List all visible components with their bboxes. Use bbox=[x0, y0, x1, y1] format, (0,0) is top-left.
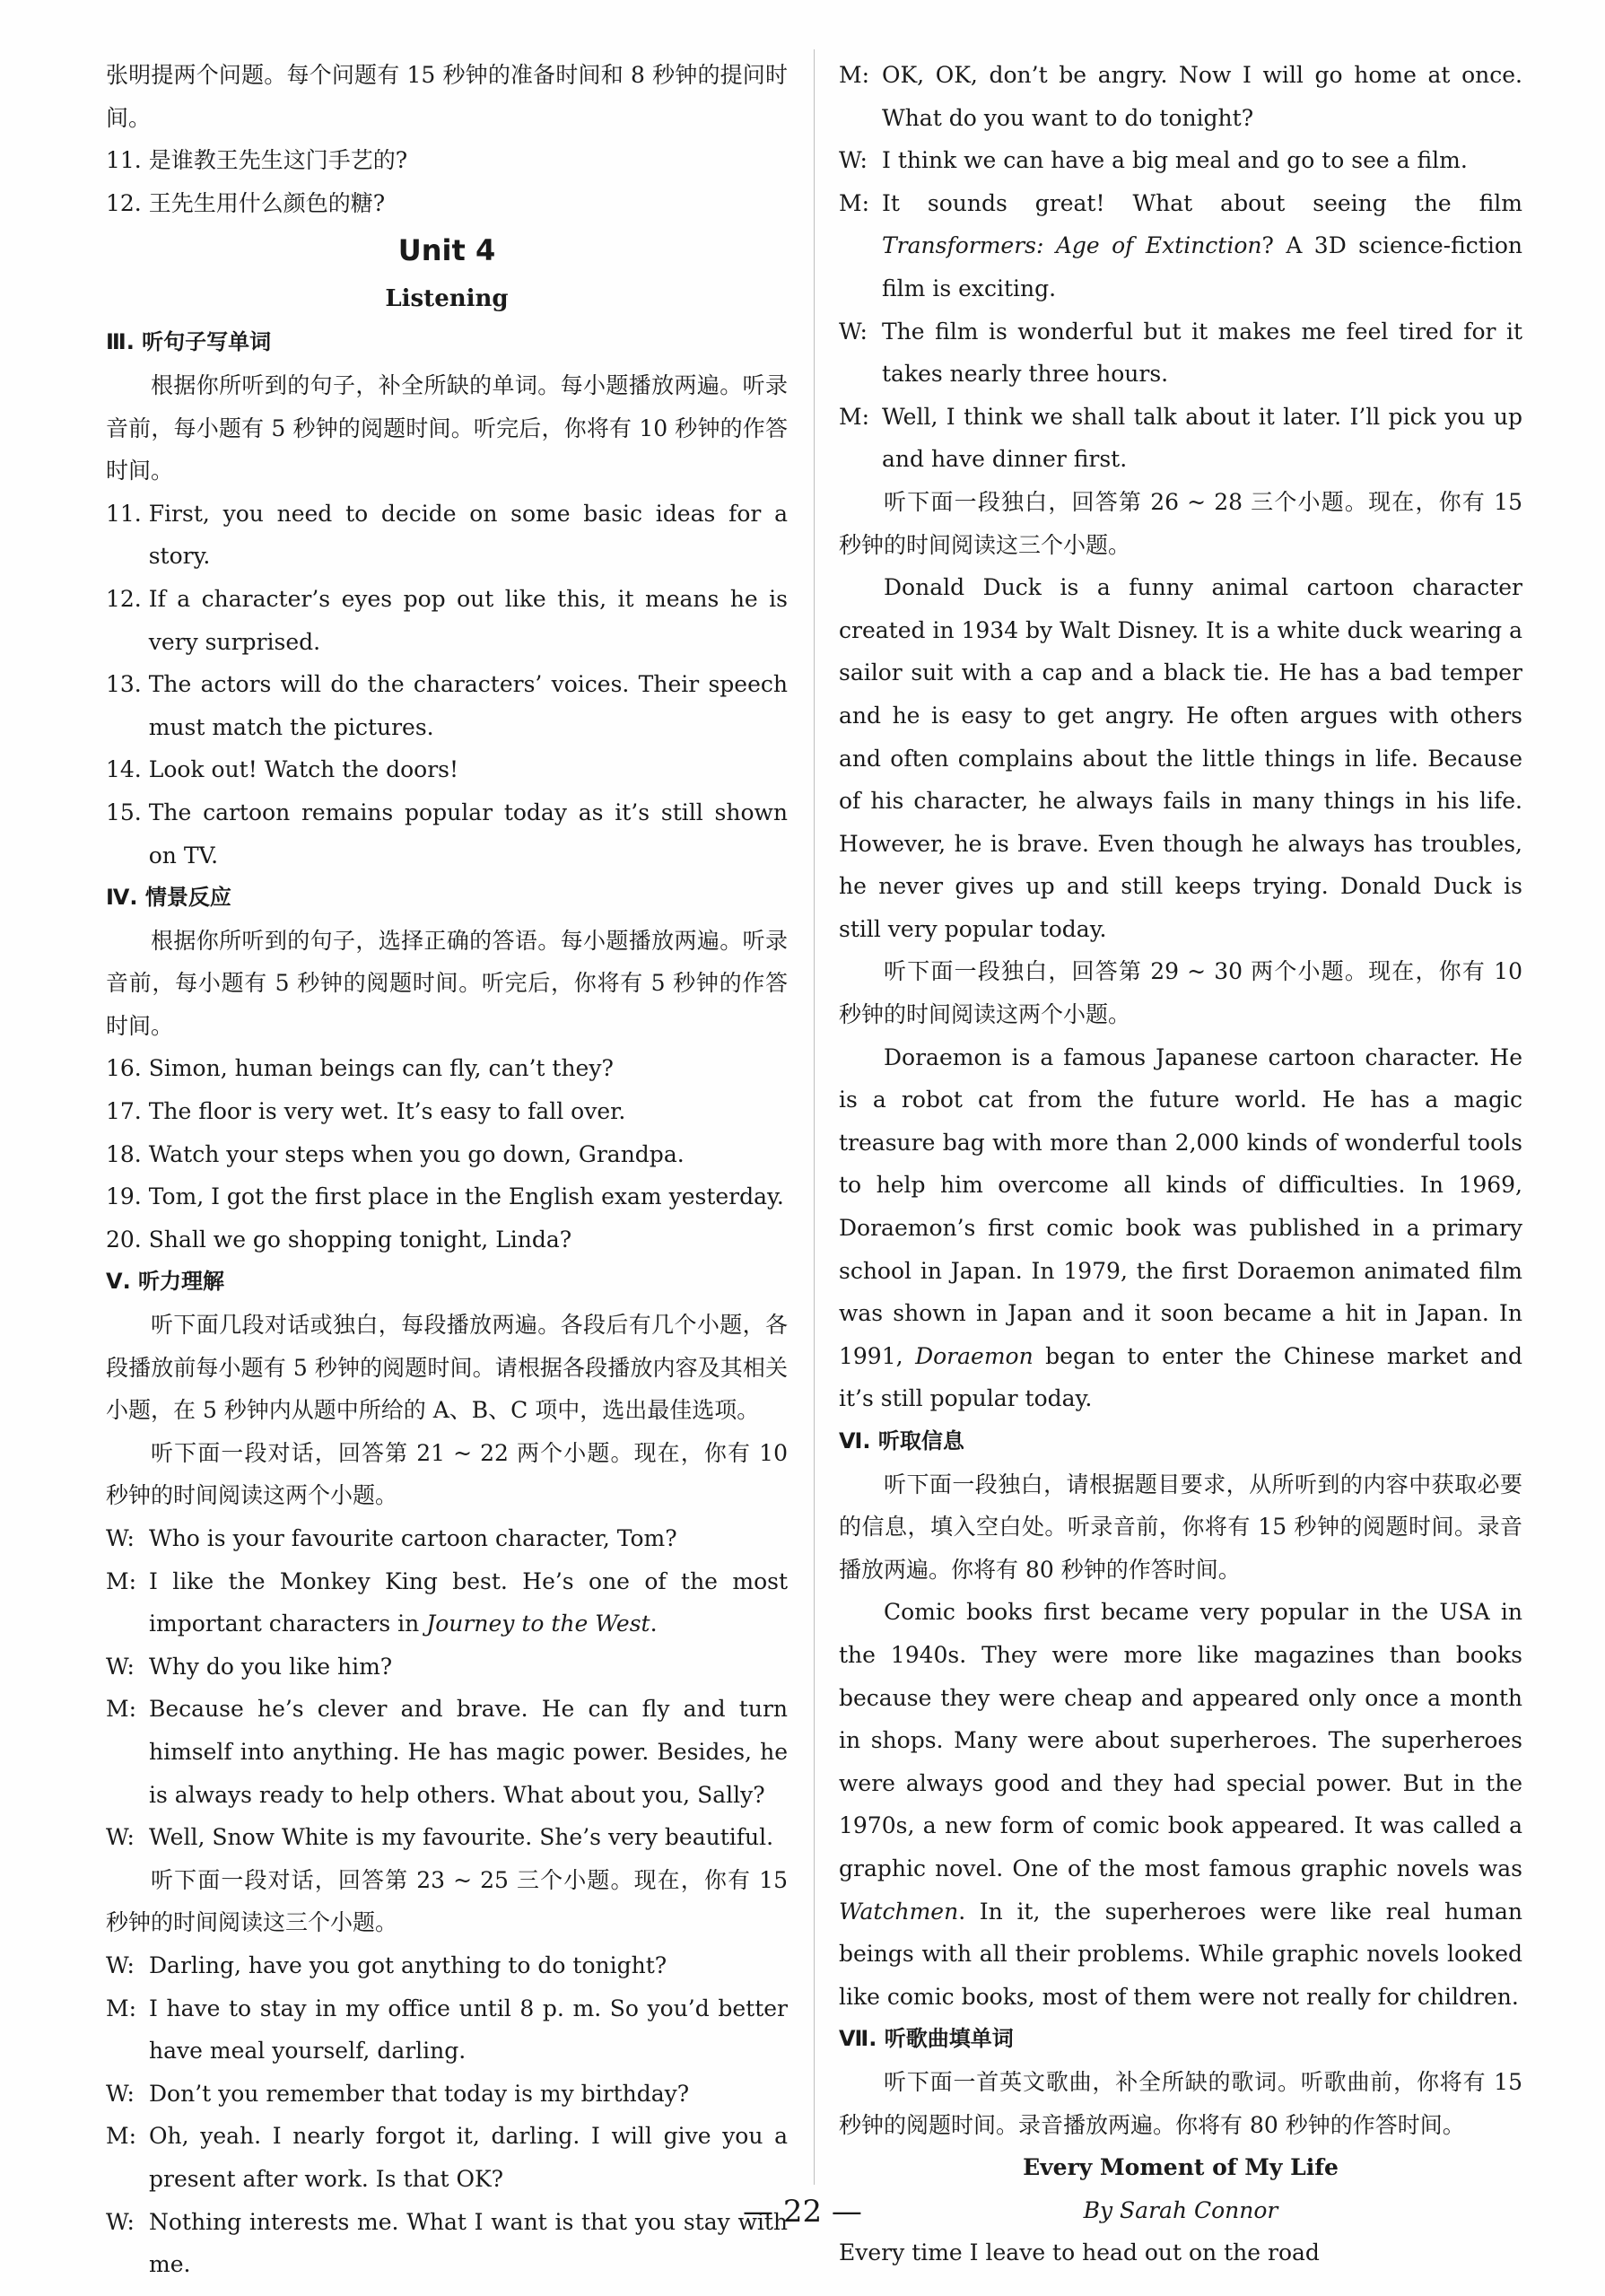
dialogue-line: M: Because he’s clever and brave. He can fly and turn himself into anything. He has magic power. Besides, he is always ready to help others. What about you, Sally? bbox=[106, 1696, 788, 1808]
listening-heading: Listening bbox=[385, 285, 509, 313]
sentence-11: 11. First, you need to decide on some basic ideas for a story. bbox=[106, 500, 788, 570]
column-divider bbox=[814, 49, 815, 2185]
section-5-heading: Ⅴ. 听力理解 bbox=[106, 1269, 225, 1295]
dialogue-line: W: The film is wonderful but it makes me feel tired for it takes nearly three hours. bbox=[839, 318, 1522, 388]
sentence-16: 16. Simon, human beings can fly, can’t they? bbox=[106, 1055, 614, 1082]
unit-title: Unit 4 bbox=[397, 233, 496, 268]
monologue-1-instructions: 听下面一段独白，回答第 26 ~ 28 三个小题。现在，你有 15 秒钟的时间阅读这三个小题。 bbox=[839, 488, 1522, 558]
song-title: Every Moment of My Life bbox=[1023, 2154, 1339, 2181]
book-title: Journey to the West bbox=[426, 1611, 650, 1637]
film-title: Transformers: Age of Extinction bbox=[882, 232, 1262, 259]
sentence-15: 15. The cartoon remains popular today as it’s still shown on TV. bbox=[106, 799, 788, 869]
dialogue-line: W: Darling, have you got anything to do tonight? bbox=[106, 1951, 667, 1978]
question-12: 12. 王先生用什么颜色的糖? bbox=[106, 189, 386, 216]
section-4-heading: Ⅳ. 情景反应 bbox=[106, 885, 231, 911]
sentence-20: 20. Shall we go shopping tonight, Linda? bbox=[106, 1226, 572, 1253]
sentence-18: 18. Watch your steps when you go down, Grandpa. bbox=[106, 1140, 685, 1167]
section-7-heading: Ⅶ. 听歌曲填单词 bbox=[839, 2026, 1014, 2052]
dialogue-line: W: Well, Snow White is my favourite. She’s very beautiful. bbox=[106, 1824, 774, 1851]
dialogue-line: W: Don’t you remember that today is my birthday? bbox=[106, 2080, 690, 2107]
dialogue-line: M: I like the Monkey King best. He’s one of the most important characters in Journey to the West. bbox=[106, 1567, 788, 1637]
dialogue-line: M: Oh, yeah. I nearly forgot it, darling. I will give you a present after work. Is that OK? bbox=[106, 2123, 788, 2192]
left-column bbox=[106, 54, 788, 2286]
monologue-1-text: Donald Duck is a funny animal cartoon character created in 1934 by Walt Disney. It is a white duck wearing a sailor suit with a cap and a black tie. He has a bad temper and he is easy to get angry. He often argues with others and often complains about the little things in life. Because of his character, he always fails in many things in his life. However, he is brave. Even though he always has troubles, he never gives up and still keeps trying. Donald Duck is still very popular today. bbox=[839, 574, 1522, 942]
dialogue-line: W: Nothing interests me. What I want is that you stay with me. bbox=[106, 2208, 788, 2278]
section-3-heading: Ⅲ. 听句子写单词 bbox=[106, 329, 272, 355]
sentence-19: 19. Tom, I got the first place in the English exam yesterday. bbox=[106, 1183, 784, 1210]
dialogue-1-instructions: 听下面一段对话，回答第 21 ~ 22 两个小题。现在，你有 10 秒钟的时间阅读这两个小题。 bbox=[106, 1439, 788, 1509]
section-6-heading: Ⅵ. 听取信息 bbox=[839, 1428, 964, 1454]
dialogue-line: W: Who is your favourite cartoon character, Tom? bbox=[106, 1525, 677, 1551]
doraemon-title: Doraemon bbox=[915, 1342, 1034, 1369]
dialogue-line: M: I have to stay in my office until 8 p. m. So you’d better have meal yourself, darling. bbox=[106, 1995, 788, 2065]
question-11: 11. 是谁教王先生这门手艺的? bbox=[106, 147, 408, 174]
dialogue-2-instructions: 听下面一段对话，回答第 23 ~ 25 三个小题。现在，你有 15 秒钟的时间阅读这三个小题。 bbox=[106, 1866, 788, 1936]
monologue-2-instructions: 听下面一段独白，回答第 29 ~ 30 两个小题。现在，你有 10 秒钟的时间阅读这两个小题。 bbox=[839, 958, 1522, 1028]
dialogue-line: W: I think we can have a big meal and go to see a film. bbox=[839, 147, 1468, 174]
section-4-instructions: 根据你所听到的句子，选择正确的答语。每小题播放两遍。听录音前，每小题有 5 秒钟的阅题时间。听完后，你将有 5 秒钟的作答时间。 bbox=[106, 927, 788, 1039]
section-6-instructions: 听下面一段独白，请根据题目要求，从所听到的内容中获取必要的信息，填入空白处。听录音前，你将有 15 秒钟的阅题时间。录音播放两遍。你将有 80 秒钟的作答时间。 bbox=[839, 1471, 1522, 1583]
song-line: Every time I leave to head out on the road bbox=[839, 2239, 1320, 2266]
intro-text: 张明提两个问题。每个问题有 15 秒钟的准备时间和 8 秒钟的提问时间。 bbox=[106, 62, 788, 131]
section-3-instructions: 根据你所听到的句子，补全所缺的单词。每小题播放两遍。听录音前，每小题有 5 秒钟的阅题时间。听完后，你将有 10 秒钟的作答时间。 bbox=[106, 371, 788, 485]
dialogue-line: W: Why do you like him? bbox=[106, 1653, 393, 1680]
monologue-2-text: Doraemon is a famous Japanese cartoon character. He is a robot cat from the future world. He has a magic treasure bag with more than 2,000 kinds of wonderful tools to help him overcome all kinds of difficulties. In 1969, Doraemon’s first comic book was published in a primary school in Japan. In 1979, the first Doraemon animated film was shown in Japan and it soon became a hit in Japan. In 1991, Doraemon began to enter the Chinese market and it’s still popular today. bbox=[839, 1043, 1522, 1412]
dialogue-line: M: It sounds great! What about seeing the film Transformers: Age of Extinction? A 3D science-fiction film is exciting. bbox=[839, 189, 1522, 301]
sentence-13: 13. The actors will do the characters’ voices. Their speech must match the pictures. bbox=[106, 671, 788, 740]
section-7-instructions: 听下面一首英文歌曲，补全所缺的歌词。听歌曲前，你将有 15 秒钟的阅题时间。录音播放两遍。你将有 80 秒钟的作答时间。 bbox=[839, 2068, 1522, 2138]
dialogue-line: M: OK, OK, don’t be angry. Now I will go home at once. What do you want to do tonight? bbox=[839, 62, 1522, 131]
dialogue-line: M: Well, I think we shall talk about it later. I’ll pick you up and have dinner first. bbox=[839, 403, 1522, 473]
sentence-14: 14. Look out! Watch the doors! bbox=[106, 756, 459, 783]
right-column bbox=[839, 54, 1522, 2274]
monologue-3-text: Comic books first became very popular in the USA in the 1940s. They were more like magazines than books because they were cheap and appeared only once a month in shops. Many were about superheroes. The superheroes were always good and they had special power. But in the 1970s, a new form of comic book appeared. It was called a graphic novel. One of the most famous graphic novels was Watchmen. In it, the superheroes were like real human beings with all their problems. While graphic novels looked like comic books, most of them were not really for children. bbox=[839, 1599, 1522, 2010]
sentence-12: 12. If a character’s eyes pop out like this, it means he is very surprised. bbox=[106, 585, 788, 655]
song-author: By Sarah Connor bbox=[1083, 2196, 1278, 2223]
watchmen-title: Watchmen bbox=[839, 1898, 959, 1925]
sentence-17: 17. The floor is very wet. It’s easy to fall over. bbox=[106, 1098, 626, 1125]
section-5-instructions: 听下面几段对话或独白，每段播放两遍。各段后有几个小题，各段播放前每小题有 5 秒钟的阅题时间。请根据各段播放内容及其相关小题，在 5 秒钟内从题中所给的 A、B、C 项中，选出最佳选项。 bbox=[106, 1312, 788, 1424]
page-number: — 22 — bbox=[743, 2194, 862, 2230]
